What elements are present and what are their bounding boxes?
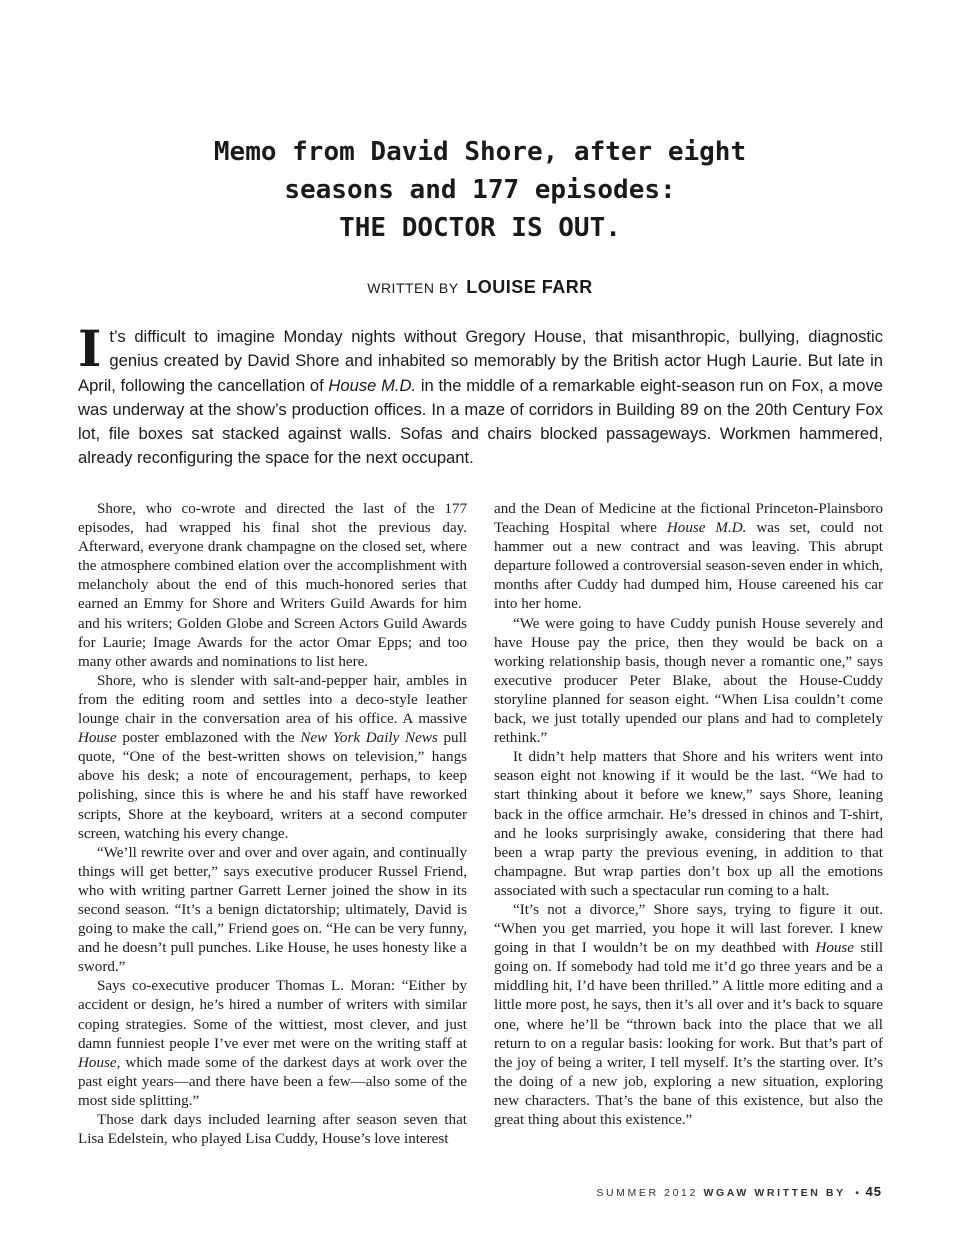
footer-issue: SUMMER 2012 bbox=[596, 1187, 698, 1199]
show-title: House M.D. bbox=[666, 520, 747, 537]
intro-text-2: in the middle of a remarkable eight-season run on Fox, a move was underway at the show’s production offices. In a maze of corridors in Building 89 on the 20th Century Fox lot, file boxes sat stacked against walls. Sofas and chairs blocked passageways. Workmen hammered, already reconfiguring the space for the next occupant. bbox=[78, 375, 884, 468]
intro-paragraph bbox=[78, 319, 884, 471]
body-paragraph: It didn’t help matters that Shore and his writers went into season eight not knowing if it would be the last. “We had to start thinking about it before we knew,” says Shore, leaning back in the office armchair. He’s dressed in chinos and T-shirt, and he looks surprisingly awake, considering that there had been a wrap party the previous evening, in addition to that champagne. But wrap parties don’t box up all the emotions associated with such a spectacular run coming to a halt. bbox=[494, 749, 883, 899]
body-text: “It’s not a divorce,” Shore says, trying to figure it out. “When you get married, you hope it will last forever. I knew going in that I wouldn’t be on my deathbed with bbox=[494, 901, 883, 957]
body-paragraph bbox=[78, 672, 467, 844]
body-text: Shore, who is slender with salt-and-pepper hair, ambles in from the editing room and settles into a deco-style leather lounge chair in the conversation area of his office. A massive bbox=[78, 672, 467, 728]
body-paragraph bbox=[494, 901, 883, 1130]
footer-publication: WGAW WRITTEN BY bbox=[703, 1187, 846, 1199]
drop-cap: I bbox=[78, 319, 102, 378]
body-text: Says co-executive producer Thomas L. Moran: “Either by accident or design, he’s hired a number of writers with similar coping strategies. Some of the wittiest, most clever, and just damn funniest people I’ve ever met were on the writing staff at bbox=[78, 978, 467, 1052]
body-paragraph-continued bbox=[494, 500, 883, 615]
body-text: poster emblazoned with the bbox=[116, 730, 301, 747]
byline bbox=[0, 277, 960, 298]
body-text: which made some of the darkest days at work over the past eight years—and there have been a few—also some of the most side splitting.” bbox=[78, 1054, 467, 1109]
byline-author: LOUISE FARR bbox=[466, 277, 593, 297]
show-title: House bbox=[815, 940, 855, 957]
body-column-left bbox=[78, 500, 467, 1149]
intro-show-title: House M.D. bbox=[328, 375, 417, 395]
body-text: still going on. If somebody had told me it’d go three years and be a middling hit, I’d have been thrilled.” A little more editing and a little more post, he says, then it’s all over and it’s back to square one, where he’ll be “thrown back into the place that we all return to on a regular basis: looking for work. But that’s part of the joy of being a writer, I tell myself. It’s the starting over. It’s the doing of a new job, exploring a new situation, exploring new characters. That’s the bane of this existence, but also the great thing about this existence.” bbox=[494, 940, 884, 1128]
intro-text-1: t’s difficult to imagine Monday nights without Gregory House, that misanthropic, bullying, diagnostic genius created by David Shore and inhabited so memorably by the British actor Hugh Laurie. But late in April, following the cancellation of bbox=[78, 327, 883, 395]
body-text: was set, could not hammer out a new contract and was leaving. This abrupt departure followed a controversial season-seven ender in which, months after Cuddy had dumped him, House careened his car into her home. bbox=[494, 520, 883, 613]
title-line-2: seasons and 177 episodes: bbox=[284, 175, 676, 205]
body-column-right bbox=[494, 500, 883, 1130]
body-text: pull quote, “One of the best-written shows on television,” hangs above his desk; a note of encouragement, perhaps, to keep polishing, since this is where he and his staff have reworked scripts, Shore at the keyboard, writers at a second computer screen, watching his every change. bbox=[78, 730, 467, 842]
page-number: 45 bbox=[865, 1184, 882, 1199]
body-paragraph: Those dark days included learning after season seven that Lisa Edelstein, who played Lisa Cuddy, House’s love interest bbox=[78, 1112, 467, 1148]
title-line-1: Memo from David Shore, after eight bbox=[213, 137, 747, 167]
body-paragraph: “We’ll rewrite over and over and over again, and continually things will get better,” says executive producer Russel Friend, who with writing partner Garrett Lerner joined the show in its second season. “It’s a benign dictatorship; ultimately, David is going to make the call,” Friend goes on. “He can be very funny, and he doesn’t pull punches. Like House, he uses honesty like a sword.” bbox=[78, 844, 467, 976]
newspaper-title: New York Daily News bbox=[300, 730, 438, 747]
body-paragraph bbox=[78, 977, 467, 1111]
footer-bullet: • bbox=[855, 1187, 862, 1199]
body-paragraph: Shore, who co-wrote and directed the last of the 177 episodes, had wrapped his final shot the previous day. Afterward, everyone drank champagne on the closed set, where the atmosphere combined elation over the accomplishment with melancholy about the end of this much-honored series that earned an Emmy for Shore and Writers Guild Awards for him and his writers; Golden Globe and Screen Actors Guild Awards for Laurie; Image Awards for the actor Omar Epps; and too many other awards and nominations to list here. bbox=[78, 501, 467, 670]
body-paragraph: “We were going to have Cuddy punish House severely and have House pay the price, then they would be back on a working relationship basis, though never a romantic one,” says executive producer Peter Blake, about the House-Cuddy storyline planned for season eight. “When Lisa couldn’t come back, we just totally upended our plans and had to completely rethink.” bbox=[494, 615, 883, 747]
show-title: House, bbox=[78, 1054, 121, 1071]
page-footer bbox=[596, 1184, 882, 1199]
show-title: House bbox=[78, 730, 117, 747]
body-text: and the Dean of Medicine at the fictional Princeton-Plainsboro Teaching Hospital where bbox=[494, 501, 883, 537]
article-title bbox=[120, 133, 840, 247]
title-line-3: THE DOCTOR IS OUT. bbox=[339, 213, 621, 243]
byline-prefix: WRITTEN BY bbox=[367, 280, 459, 296]
